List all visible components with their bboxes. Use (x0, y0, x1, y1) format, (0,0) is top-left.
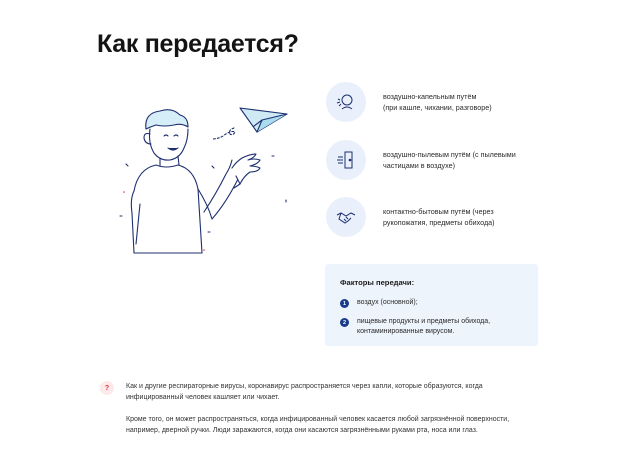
coughing-person-icon (326, 82, 366, 122)
dust-door-icon (326, 140, 366, 180)
factor-number-badge: 1 (340, 299, 349, 308)
factor-number-badge: 2 (340, 318, 349, 327)
factor-item (340, 317, 526, 337)
route-airborne-dust (326, 140, 516, 180)
page-title: Как передается? (97, 30, 299, 58)
note-paragraph-1: Как и другие респираторные вирусы, коронавирус распространяется через капли, которые образуются, когда инфицированный человек кашляет или чихает. (126, 383, 483, 401)
question-icon: ? (100, 381, 114, 395)
route-text: контактно-бытовым путём (через рукопожатия, предметы обихода) (383, 207, 495, 227)
note-paragraph-2: Кроме того, он может распространяться, когда инфицированный человек касается любой загрязнённой поверхности, например, дверной ручки. Люди заражаются, когда они касаются загрязнёнными руками рта, носа или глаз. (126, 416, 510, 434)
man-with-paper-plane-illustration (112, 96, 297, 261)
route-text: воздушно-пылевым путём (с пылевыми частицами в воздухе) (383, 150, 516, 170)
factors-title: Факторы передачи: (340, 278, 415, 287)
route-text: воздушно-капельным путём (при кашле, чихании, разговоре) (383, 92, 492, 112)
route-contact (326, 197, 495, 237)
factor-item (340, 298, 526, 308)
factor-text: воздух (основной); (357, 299, 418, 306)
handshake-icon (326, 197, 366, 237)
transmission-factors-panel (325, 264, 538, 346)
factor-text: пищевые продукты и предметы обихода, контаминированные вирусом. (357, 318, 491, 335)
route-airborne (326, 82, 492, 122)
